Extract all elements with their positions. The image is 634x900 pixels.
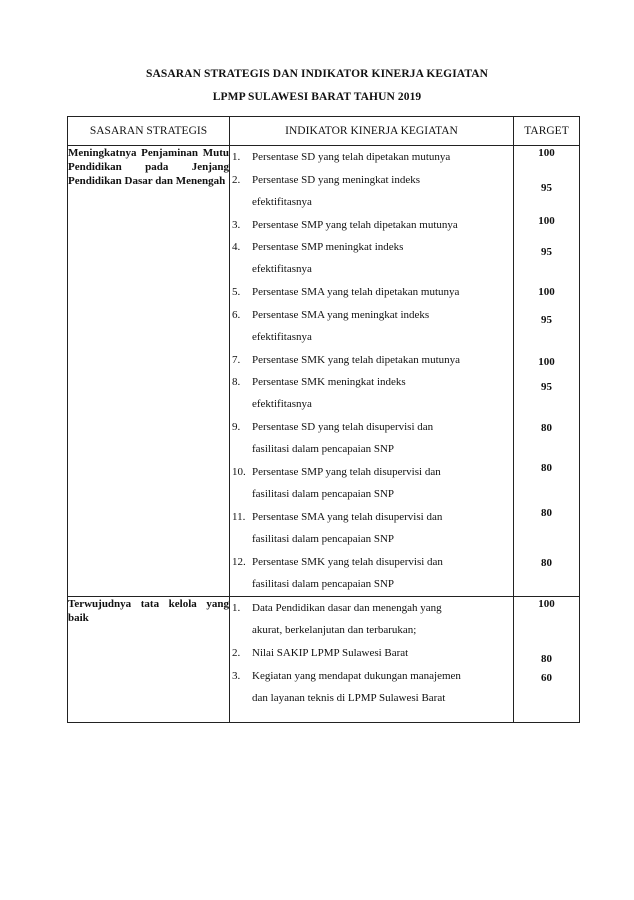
header-indicator: INDIKATOR KINERJA KEGIATAN bbox=[230, 117, 514, 146]
item-number: 4. bbox=[232, 241, 241, 253]
item-text-line: fasilitasi dalam pencapaian SNP bbox=[252, 578, 395, 590]
item-text bbox=[252, 214, 513, 237]
item-text bbox=[252, 236, 513, 281]
target-value: 100 bbox=[538, 598, 555, 610]
target-value: 100 bbox=[538, 286, 555, 298]
target-value: 95 bbox=[541, 246, 552, 258]
item-number: 10. bbox=[232, 466, 246, 478]
target-slot bbox=[514, 461, 579, 506]
item-text-line: Persentase SD yang meningkat indeks bbox=[252, 173, 421, 186]
item-text bbox=[252, 506, 513, 551]
target-value: 95 bbox=[541, 181, 552, 194]
target-value: 60 bbox=[541, 671, 552, 684]
target-value: 80 bbox=[541, 462, 552, 474]
strategy-text: Meningkatnya Penjaminan Mutu Pendidikan pada Jenjang Pendidikan Dasar dan Menengah bbox=[68, 147, 229, 187]
table-row bbox=[68, 597, 580, 723]
target-cell bbox=[514, 146, 580, 597]
item-number: 11. bbox=[232, 511, 246, 523]
target-slot bbox=[514, 146, 579, 169]
target-value: 100 bbox=[538, 147, 555, 159]
item-text bbox=[252, 551, 513, 596]
target-value: 95 bbox=[541, 381, 552, 393]
target-slot bbox=[514, 349, 579, 372]
item-text bbox=[252, 304, 513, 349]
target-slot bbox=[514, 642, 579, 665]
item-text-line: fasilitasi dalam pencapaian SNP bbox=[252, 488, 395, 500]
item-text-line: Persentase SD yang telah disupervisi dan bbox=[252, 421, 434, 433]
item-number: 12. bbox=[232, 556, 246, 568]
item-text bbox=[252, 146, 513, 169]
strategy-cell bbox=[68, 597, 230, 723]
item-text bbox=[252, 349, 513, 372]
item-text bbox=[252, 597, 513, 642]
item-text-line: Nilai SAKIP LPMP Sulawesi Barat bbox=[252, 647, 409, 659]
item-text-line: Persentase SMP meningkat indeks bbox=[252, 241, 404, 253]
target-slot bbox=[514, 281, 579, 304]
item-text-line: fasilitasi dalam pencapaian SNP bbox=[252, 533, 395, 545]
item-text-line: Persentase SMP yang telah disupervisi dan bbox=[252, 466, 441, 478]
header-strategy: SASARAN STRATEGIS bbox=[68, 117, 230, 146]
item-number: 1. bbox=[232, 151, 241, 163]
document-title-line2: LPMP SULAWESI BARAT TAHUN 2019 bbox=[212, 91, 422, 103]
table-row bbox=[68, 146, 580, 597]
target-slot bbox=[514, 416, 579, 461]
item-number: 6. bbox=[232, 308, 241, 321]
target-slot bbox=[514, 506, 579, 551]
item-number: 2. bbox=[232, 173, 241, 186]
target-slot bbox=[514, 371, 579, 416]
item-text-line: efektifitasnya bbox=[252, 398, 312, 410]
item-number: 3. bbox=[232, 669, 241, 682]
item-text-line: Persentase SMK meningkat indeks bbox=[252, 376, 406, 388]
item-text-line: Kegiatan yang mendapat dukungan manajemen bbox=[252, 669, 461, 682]
list-item bbox=[230, 665, 513, 710]
list-item bbox=[230, 169, 513, 214]
list-item bbox=[230, 146, 513, 169]
item-text bbox=[252, 461, 513, 506]
list-item bbox=[230, 349, 513, 372]
item-text-line: Persentase SMK yang telah dipetakan mutunya bbox=[252, 353, 461, 366]
list-item bbox=[230, 281, 513, 304]
item-text-line: Persentase SMA yang telah disupervisi dan bbox=[252, 511, 443, 523]
target-slot bbox=[514, 304, 579, 349]
item-text-line: Persentase SMP yang telah dipetakan mutunya bbox=[252, 218, 458, 231]
target-value: 100 bbox=[538, 355, 555, 368]
target-slot bbox=[514, 169, 579, 214]
target-cell bbox=[514, 597, 580, 723]
item-number: 2. bbox=[232, 647, 241, 659]
item-text-line: efektifitasnya bbox=[252, 263, 312, 275]
item-text bbox=[252, 665, 513, 710]
target-value: 95 bbox=[541, 313, 552, 326]
item-text-line: akurat, berkelanjutan dan terbarukan; bbox=[252, 624, 417, 636]
target-slot bbox=[514, 597, 579, 642]
item-number: 5. bbox=[232, 286, 241, 298]
item-number: 1. bbox=[232, 602, 241, 614]
list-item bbox=[230, 416, 513, 461]
header-target: TARGET bbox=[514, 117, 580, 146]
item-text bbox=[252, 416, 513, 461]
item-text bbox=[252, 281, 513, 304]
item-text bbox=[252, 371, 513, 416]
table-header-row bbox=[68, 117, 580, 146]
target-slot bbox=[514, 665, 579, 710]
target-slot bbox=[514, 236, 579, 281]
item-number: 7. bbox=[232, 353, 241, 366]
item-number: 9. bbox=[232, 421, 241, 433]
list-item bbox=[230, 551, 513, 596]
list-item bbox=[230, 214, 513, 237]
item-text bbox=[252, 642, 513, 665]
list-item bbox=[230, 304, 513, 349]
target-value: 100 bbox=[538, 214, 555, 227]
strategy-text: Terwujudnya tata kelola yang baik bbox=[68, 598, 229, 624]
item-text-line: Persentase SMA yang meningkat indeks bbox=[252, 308, 430, 321]
list-item bbox=[230, 236, 513, 281]
strategy-cell bbox=[68, 146, 230, 597]
indicator-cell bbox=[230, 146, 514, 597]
list-item bbox=[230, 597, 513, 642]
item-text-line: Persentase SMA yang telah dipetakan mutunya bbox=[252, 286, 460, 298]
indicator-table bbox=[67, 116, 580, 723]
target-slot bbox=[514, 214, 579, 237]
list-item bbox=[230, 461, 513, 506]
table-body bbox=[68, 146, 580, 723]
item-text-line: Persentase SMK yang telah disupervisi dan bbox=[252, 556, 443, 568]
target-value: 80 bbox=[541, 653, 552, 665]
item-number: 8. bbox=[232, 376, 241, 388]
indicator-cell bbox=[230, 597, 514, 723]
item-number: 3. bbox=[232, 218, 241, 231]
list-item bbox=[230, 506, 513, 551]
item-text bbox=[252, 169, 513, 214]
item-text-line: efektifitasnya bbox=[252, 195, 312, 208]
item-text-line: Data Pendidikan dasar dan menengah yang bbox=[252, 602, 442, 614]
target-value: 80 bbox=[541, 507, 552, 519]
list-item bbox=[230, 642, 513, 665]
item-text-line: fasilitasi dalam pencapaian SNP bbox=[252, 443, 395, 455]
document-title-line1: SASARAN STRATEGIS DAN INDIKATOR KINERJA KEGIATAN bbox=[145, 68, 489, 80]
item-text-line: efektifitasnya bbox=[252, 330, 312, 343]
target-value: 80 bbox=[541, 557, 552, 569]
item-text-line: dan layanan teknis di LPMP Sulawesi Barat bbox=[252, 691, 446, 704]
list-item bbox=[230, 371, 513, 416]
target-slot bbox=[514, 551, 579, 596]
item-text-line: Persentase SD yang telah dipetakan mutunya bbox=[252, 151, 451, 163]
target-value: 80 bbox=[541, 422, 552, 434]
